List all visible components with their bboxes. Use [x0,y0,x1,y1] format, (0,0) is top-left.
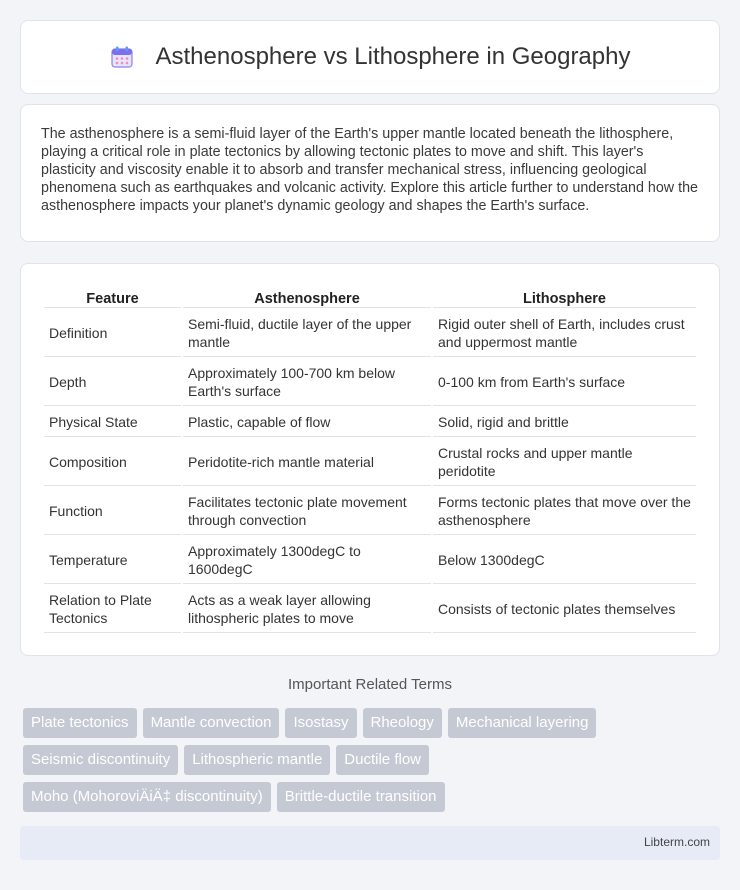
tag-row [23,745,723,775]
tag-row [23,708,723,738]
table-cell: Peridotite-rich mantle material [183,439,431,486]
tag-ductile-flow[interactable]: Ductile flow [336,745,429,775]
table-cell: Below 1300degC [433,537,696,584]
calendar-icon [110,45,134,69]
tag-isostasy[interactable]: Isostasy [285,708,356,738]
table-cell: Relation to Plate Tectonics [44,586,181,633]
related-terms-tags [23,708,723,819]
table-row [44,537,696,584]
table-cell: Approximately 100-700 km below Earth's surface [183,359,431,406]
column-header-feature: Feature [44,286,181,308]
footer-site-link[interactable]: Libterm.com [643,835,710,849]
table-cell: Approximately 1300degC to 1600degC [183,537,431,584]
table-cell: 0-100 km from Earth's surface [433,359,696,406]
tag-lithospheric-mantle[interactable]: Lithospheric mantle [184,745,330,775]
intro-paragraph: The asthenosphere is a semi-fluid layer of the Earth's upper mantle located beneath the lithosphere, playing a critical role in plate tectonics by allowing tectonic plates to move and shift. This layer's plasticity and viscosity enable it to absorb and transfer mechanical stress, influencing geological phenomena such as earthquakes and volcanic activity. Explore this article further to understand how the asthenosphere impacts your planet's dynamic geology and shapes the Earth's surface. [41,126,698,214]
column-header-lithosphere: Lithosphere [433,286,696,308]
intro-card [20,104,720,242]
related-terms-heading: Important Related Terms [288,676,452,693]
table-cell: Temperature [44,537,181,584]
table-cell: Acts as a weak layer allowing lithospheric plates to move [183,586,431,633]
table-cell: Rigid outer shell of Earth, includes crust and uppermost mantle [433,310,696,357]
table-row [44,359,696,406]
footer-bar [20,826,720,860]
table-row [44,488,696,535]
table-cell: Physical State [44,408,181,437]
table-row [44,586,696,633]
table-cell: Depth [44,359,181,406]
comparison-table [42,284,698,635]
table-cell: Facilitates tectonic plate movement through convection [183,488,431,535]
table-row [44,408,696,437]
column-header-asthenosphere: Asthenosphere [183,286,431,308]
tag-brittle-ductile-transition[interactable]: Brittle-ductile transition [277,782,445,812]
tag-rheology[interactable]: Rheology [363,708,442,738]
table-cell: Semi-fluid, ductile layer of the upper mantle [183,310,431,357]
header [110,43,631,71]
tag-row [23,782,723,812]
table-cell: Solid, rigid and brittle [433,408,696,437]
table-cell: Forms tectonic plates that move over the asthenosphere [433,488,696,535]
table-cell: Consists of tectonic plates themselves [433,586,696,633]
tag-mantle-convection[interactable]: Mantle convection [143,708,280,738]
page-title: Asthenosphere vs Lithosphere in Geography [155,43,631,70]
table-cell: Definition [44,310,181,357]
table-row [44,310,696,357]
table-row [44,439,696,486]
header-card [20,20,720,94]
comparison-card [20,263,720,656]
table-cell: Plastic, capable of flow [183,408,431,437]
tag-mechanical-layering[interactable]: Mechanical layering [448,708,597,738]
tag-moho-discontinuity[interactable]: Moho (MohoroviÄiÄ‡ discontinuity) [23,782,271,812]
tag-seismic-discontinuity[interactable]: Seismic discontinuity [23,745,178,775]
table-cell: Crustal rocks and upper mantle peridotite [433,439,696,486]
table-cell: Function [44,488,181,535]
tag-plate-tectonics[interactable]: Plate tectonics [23,708,137,738]
table-header-row [44,286,696,308]
table-cell: Composition [44,439,181,486]
